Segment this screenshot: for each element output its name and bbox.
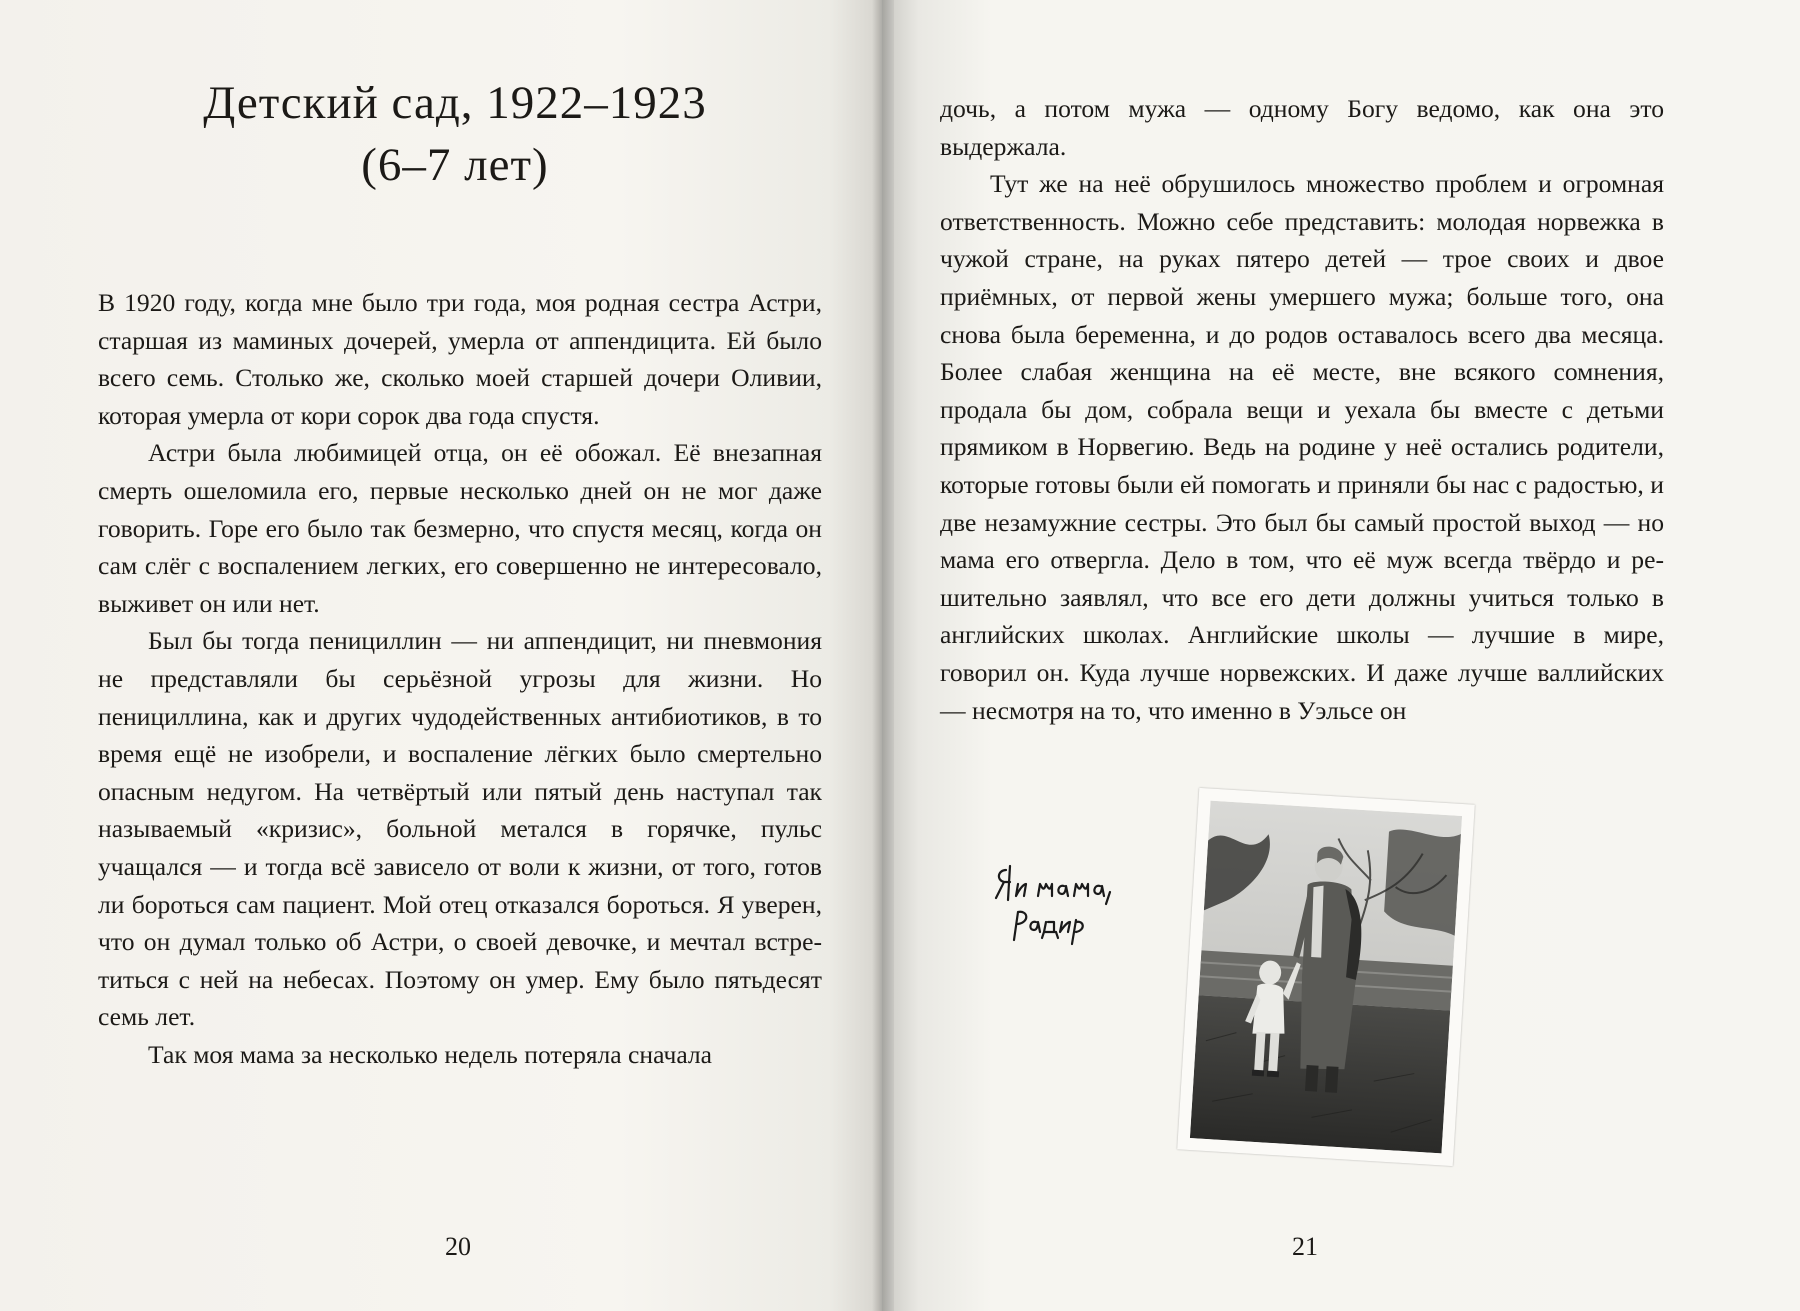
book-gutter [872, 0, 894, 1311]
paragraph: Был бы тогда пенициллин — ни аппендицит, ни пневмония не представляли бы серьёзной угрозы для жизни. Но пенициллина, как и других чудодейственных антибиотиков, в то время ещё не изобрели, и воспаление лёгких было смертельно опасным недугом. На четвёртый или пятый день наступал так называемый «кризис», больной метался в горячке, пульс учащался — и тогда всё зависело от воли к жизни, от того, готов ли бороться сам пациент. Мой отец отказался бороться. Я уверен, что он думал только об Астри, о своей девочке, и мечтал встретиться с ней на небесах. Поэтому он умер. Ему было пятьдесят семь лет. [98, 626, 822, 1032]
photo-image [1190, 801, 1462, 1154]
chapter-title-line1: Детский сад, 1922–1923 [203, 77, 707, 129]
paragraph: В 1920 году, когда мне было три года, моя родная сестра Астри, старшая из маминых дочерей, умерла от аппендицита. Ей было всего семь. Столько же, сколько моей старшей дочери Оливии, которая умерла от кори сорок два года спустя. [98, 288, 822, 430]
paragraph: Так моя мама за несколько недель потеряла сначала [148, 1039, 713, 1069]
chapter-title [90, 72, 820, 196]
paragraph: Тут же на неё обрушилось множество проблем и огромная ответственность. Можно себе представить: молодая норвежка в чужой стране, на руках пятеро детей — трое своих и двое приёмных, от первой жены умершего мужа; больше того, она снова была беременна, и до родов оставалось всего два месяца. Более слабая женщина на её месте, вне всякого сомнения, продала бы дом, собрала вещи и уехала бы вместе с детьми прямиком в Норвегию. Ведь на родине у неё остались родители, которые готовы были ей помогать и приняли бы нас с радостью, и две незамужние сестры. Это был бы самый простой выход — но мама его отвергла. Дело в том, что её муж всегда твёрдо и решительно заявлял, что все его дети должны учиться только в английских школах. Английские школы — лучшие в мире, говорил он. Куда лучше норвежских. И даже лучше валлийских — несмотря на то, что именно в Уэльсе он [940, 169, 1664, 725]
page-number: 20 [445, 1232, 471, 1261]
right-page-body [940, 90, 1664, 729]
paragraph: дочь, а потом мужа — одному Богу ведомо, как она это выдержала. [940, 94, 1664, 161]
photograph [1177, 788, 1475, 1166]
handwritten-caption [988, 858, 1188, 948]
chapter-title-line2: (6–7 лет) [361, 139, 549, 191]
left-page-body [98, 284, 822, 1073]
left-page [0, 0, 882, 1311]
paragraph: Астри была любимицей отца, он её обожал. Её внезапная смерть ошеломила его, первые несколько дней он не мог даже говорить. Горе его было так безмерно, что спустя месяц, когда он сам слёг с воспалением легких, его совершенно не интересовало, выживет он или нет. [98, 438, 822, 618]
page-number: 21 [1292, 1232, 1318, 1261]
